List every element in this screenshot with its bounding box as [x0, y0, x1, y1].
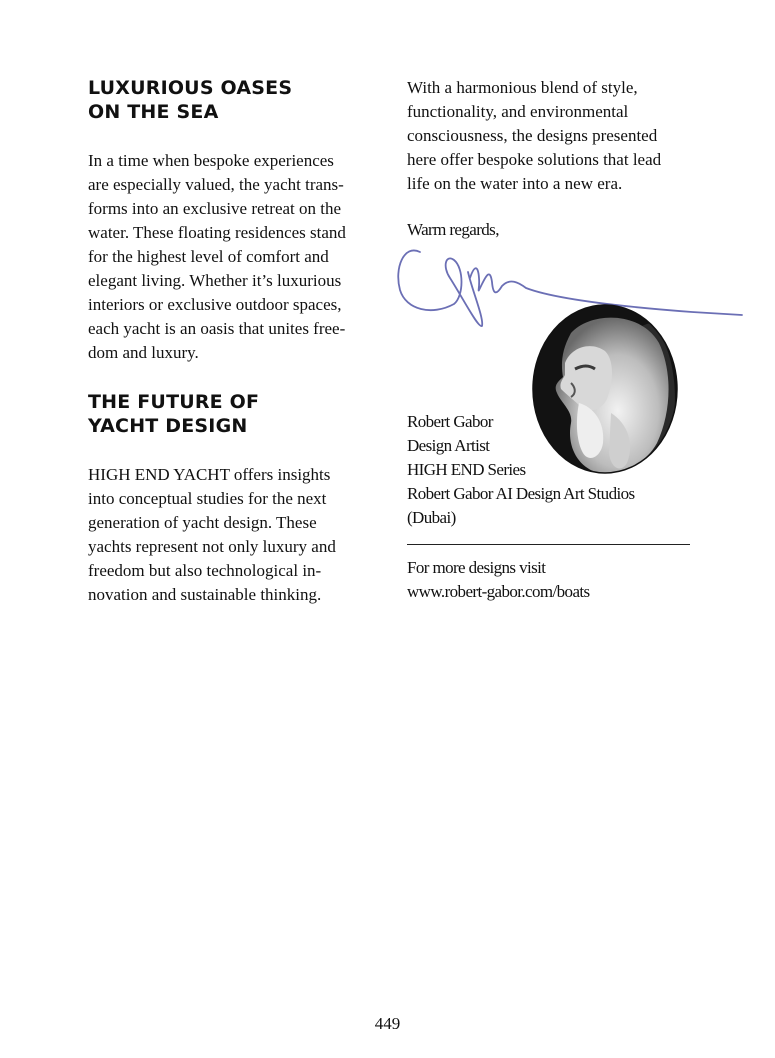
text-line: freedom but also technological in- — [88, 561, 322, 580]
author-title: Design Artist — [407, 436, 490, 455]
text-line: dom and luxury. — [88, 343, 199, 362]
text-line: generation of yacht design. These — [88, 513, 317, 532]
visit-text: For more designs visit — [407, 558, 546, 577]
author-name: Robert Gabor — [407, 412, 493, 431]
page-number: 449 — [374, 1014, 401, 1033]
text-line: With a harmonious blend of style, — [407, 78, 638, 97]
divider — [407, 544, 690, 545]
text-line: each yacht is an oasis that unites free- — [88, 319, 346, 338]
text-line: forms into an exclusive retreat on the — [88, 199, 342, 218]
future-paragraph — [88, 463, 380, 607]
right-column — [407, 76, 707, 196]
text-line: are especially valued, the yacht trans- — [88, 175, 344, 194]
text-line: water. These floating residences stand — [88, 223, 346, 242]
text-line: HIGH END YACHT offers insights — [88, 465, 331, 484]
text-line: life on the water into a new era. — [407, 174, 623, 193]
text-line: novation and sustainable thinking. — [88, 585, 322, 604]
text-line: into conceptual studies for the next — [88, 489, 327, 508]
text-line: here offer bespoke solutions that lead — [407, 150, 662, 169]
text-line: interiors or exclusive outdoor spaces, — [88, 295, 342, 314]
author-studio: Robert Gabor AI Design Art Studios — [407, 484, 635, 503]
author-details — [407, 410, 635, 530]
heading-line: THE FUTURE OF — [88, 391, 260, 413]
signature-loop — [398, 250, 482, 326]
intro-paragraph — [407, 76, 707, 196]
left-column — [88, 76, 380, 607]
section-heading-oases — [88, 76, 380, 124]
text-line: yachts represent not only luxury and — [88, 537, 336, 556]
section-heading-future — [88, 390, 380, 438]
visit-info — [407, 556, 590, 604]
author-location: (Dubai) — [407, 508, 456, 527]
heading-line: YACHT DESIGN — [88, 415, 248, 437]
author-series: HIGH END Series — [407, 460, 526, 479]
closing-text: Warm regards, — [407, 220, 499, 239]
text-line: consciousness, the designs presented — [407, 126, 658, 145]
text-line: functionality, and environmental — [407, 102, 629, 121]
oases-paragraph — [88, 149, 380, 365]
website-link[interactable]: www.robert-gabor.com/boats — [407, 582, 590, 601]
heading-line: LUXURIOUS OASES — [88, 77, 293, 99]
text-line: for the highest level of comfort and — [88, 247, 329, 266]
text-line: In a time when bespoke experiences — [88, 151, 334, 170]
text-line: elegant living. Whether it’s luxurious — [88, 271, 342, 290]
heading-line: ON THE SEA — [88, 101, 219, 123]
